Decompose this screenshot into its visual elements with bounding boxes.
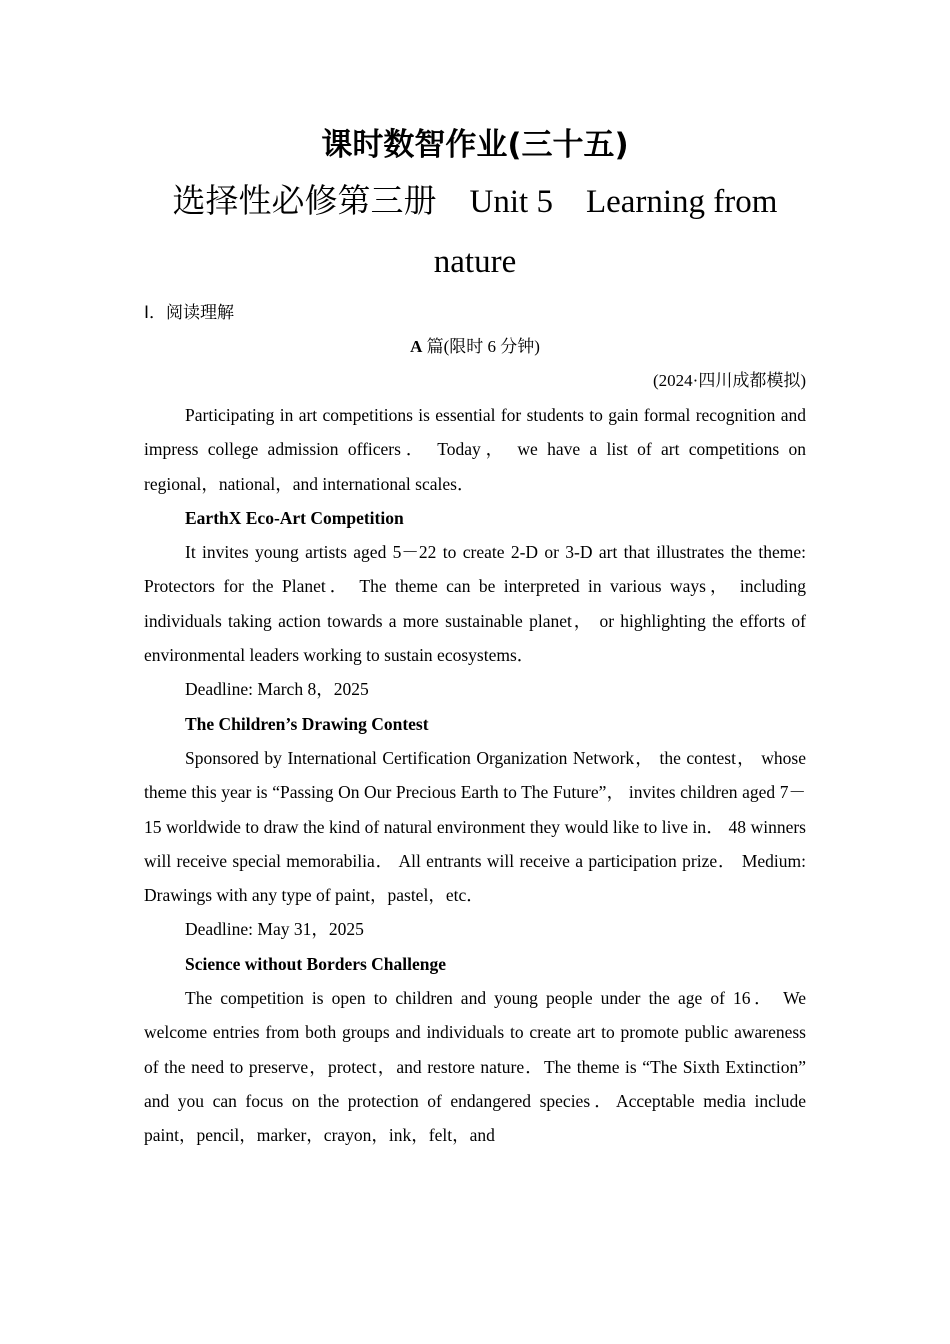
competition-heading-1: EarthX Eco-Art Competition xyxy=(185,507,404,528)
deadline-1: Deadline: March 8，2025 xyxy=(185,679,369,700)
document-content xyxy=(144,118,806,1153)
subtitle-line-1: 选择性必修第三册 Unit 5 Learning from xyxy=(172,184,778,220)
subtitle-line-2: nature xyxy=(433,244,517,280)
competition-description-3: The competition is open to children and young people under the age of 16． We welcome entries from both groups and individuals to create art to promote public awareness of the need to preserve，protect，and restore nature．The theme is “The Sixth Extinction” and you can focus on the protection of endangered species．Acceptable media include paint，pencil，marker，crayon，ink，felt，and xyxy=(144,988,806,1146)
passage-label xyxy=(144,330,806,364)
competition-description-1: It invites young artists aged 5－22 to create 2-D or 3-D art that illustrates the theme: Protectors for the Planet． The theme can be interpreted in various ways， including individuals taking action towards a more sustainable planet， or highlighting the efforts of environmental leaders working to sustain ecosystems． xyxy=(144,542,806,666)
section-heading: Ⅰ．阅读理解 xyxy=(144,303,235,323)
competition-heading-2: The Children’s Drawing Contest xyxy=(185,713,429,734)
page-title: 课时数智作业(三十五) xyxy=(321,127,629,163)
passage-time-limit: 篇(限时 6 分钟) xyxy=(422,337,540,356)
page-subtitle xyxy=(144,172,806,292)
competition-description-2: Sponsored by International Certification Organization Network， the contest， whose theme this year is “Passing On Our Precious Earth to The Future”， invites children aged 7－15 worldwide to draw the kind of natural environment they would like to live in． 48 winners will receive special memorabilia． All entrants will receive a participation prize． Medium: Drawings with any type of paint，pastel，etc． xyxy=(144,747,806,906)
deadline-2: Deadline: May 31，2025 xyxy=(185,919,364,940)
passage-letter: A xyxy=(410,337,423,356)
competition-heading-3: Science without Borders Challenge xyxy=(185,953,447,974)
intro-paragraph: Participating in art competitions is essential for students to gain formal recognition and impress college admission officers． Today， we have a list of art competitions on regional，national，and international scales． xyxy=(144,405,806,494)
passage-source: (2024·四川成都模拟) xyxy=(653,371,806,390)
